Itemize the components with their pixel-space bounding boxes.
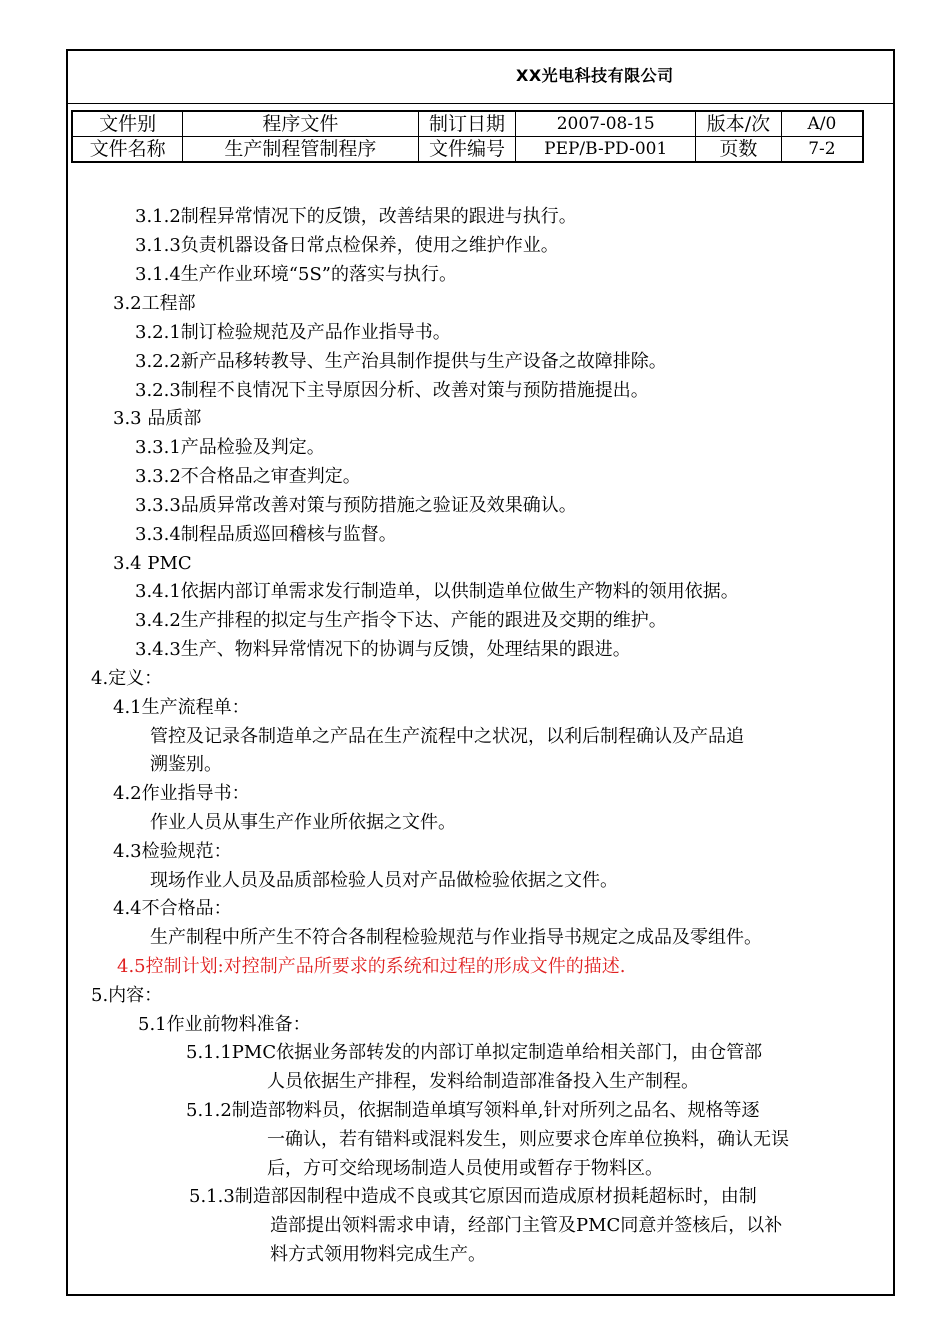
label-version: 版本/次 [696, 111, 782, 137]
text-line: 5.1.2制造部物料员，依据制造单填写领料单,针对所列之品名、规格等逐 [186, 1100, 760, 1121]
text-line: 人员依据生产排程，发料给制造部准备投入生产制程。 [267, 1071, 699, 1092]
section-heading: 3.4 PMC [113, 553, 192, 574]
label-pages: 页数 [696, 137, 782, 163]
text-line: 3.1.3负责机器设备日常点检保养，使用之维护作业。 [135, 235, 559, 256]
text-line: 3.3.1产品检验及判定。 [135, 437, 325, 458]
definition-term: 4.4不合格品： [113, 898, 232, 919]
text-line: 3.1.4生产作业环境“5S”的落实与执行。 [135, 264, 457, 285]
text-line: 3.1.2制程异常情况下的反馈，改善结果的跟进与执行。 [135, 206, 577, 227]
text-line: 料方式领用物料完成生产。 [270, 1244, 486, 1265]
value-doc-name: 生产制程管制程序 [183, 137, 418, 163]
definition-text: 溯鉴别。 [150, 754, 222, 775]
value-issue-date: 2007-08-15 [516, 111, 696, 137]
document-meta-table [71, 110, 864, 163]
text-line: 3.2.1制订检验规范及产品作业指导书。 [135, 322, 451, 343]
company-name: XX光电科技有限公司 [516, 66, 674, 85]
value-doc-number: PEP/B-PD-001 [516, 137, 696, 163]
definition-term: 4.2作业指导书： [113, 783, 250, 804]
definition-text: 作业人员从事生产作业所依据之文件。 [150, 812, 456, 833]
meta-row-1 [72, 111, 863, 137]
text-line: 3.2.2新产品移转教导、生产治具制作提供与生产设备之故障排除。 [135, 351, 667, 372]
chapter-heading: 4.定义： [91, 668, 163, 689]
text-line: 3.4.3生产、物料异常情况下的协调与反馈，处理结果的跟进。 [135, 639, 631, 660]
text-line: 5.1.1PMC依据业务部转发的内部订单拟定制造单给相关部门，由仓管部 [186, 1042, 763, 1063]
text-line: 3.3.3品质异常改善对策与预防措施之验证及效果确认。 [135, 495, 577, 516]
definition-text: 管控及记录各制造单之产品在生产流程中之状况，以利后制程确认及产品追 [150, 726, 744, 747]
section-heading: 3.3 品质部 [113, 408, 202, 429]
text-line: 5.1.3制造部因制程中造成不良或其它原因而造成原材损耗超标时，由制 [189, 1186, 757, 1207]
chapter-heading: 5.内容： [91, 985, 163, 1006]
subsection-heading: 5.1作业前物料准备： [138, 1014, 311, 1035]
text-line: 一确认，若有错料或混料发生，则应要求仓库单位换料，确认无误 [267, 1129, 789, 1150]
text-line: 造部提出领料需求申请，经部门主管及PMC同意并签核后，以补 [270, 1215, 783, 1236]
label-doc-name: 文件名称 [72, 137, 183, 163]
value-version: A/0 [781, 111, 863, 137]
definition-term: 4.3检验规范： [113, 841, 232, 862]
label-issue-date: 制订日期 [418, 111, 516, 137]
text-line: 3.3.2不合格品之审查判定。 [135, 466, 361, 487]
text-line: 3.4.2生产排程的拟定与生产指令下达、产能的跟进及交期的维护。 [135, 610, 667, 631]
text-line: 3.2.3制程不良情况下主导原因分析、改善对策与预防措施提出。 [135, 380, 649, 401]
label-doc-number: 文件编号 [418, 137, 516, 163]
value-pages: 7-2 [781, 137, 863, 163]
text-line: 后，方可交给现场制造人员使用或暂存于物料区。 [267, 1158, 663, 1179]
header-divider [66, 103, 895, 104]
definition-text: 生产制程中所产生不符合各制程检验规范与作业指导书规定之成品及零组件。 [150, 927, 762, 948]
text-line: 3.4.1依据内部订单需求发行制造单，以供制造单位做生产物料的领用依据。 [135, 581, 739, 602]
text-line: 3.3.4制程品质巡回稽核与监督。 [135, 524, 397, 545]
control-plan-definition: 4.5控制计划:对控制产品所要求的系统和过程的形成文件的描述. [117, 956, 626, 977]
section-heading: 3.2工程部 [113, 293, 196, 314]
meta-row-2 [72, 137, 863, 163]
definition-term: 4.1生产流程单： [113, 697, 250, 718]
value-doc-type: 程序文件 [183, 111, 418, 137]
definition-text: 现场作业人员及品质部检验人员对产品做检验依据之文件。 [150, 870, 618, 891]
label-doc-type: 文件别 [72, 111, 183, 137]
